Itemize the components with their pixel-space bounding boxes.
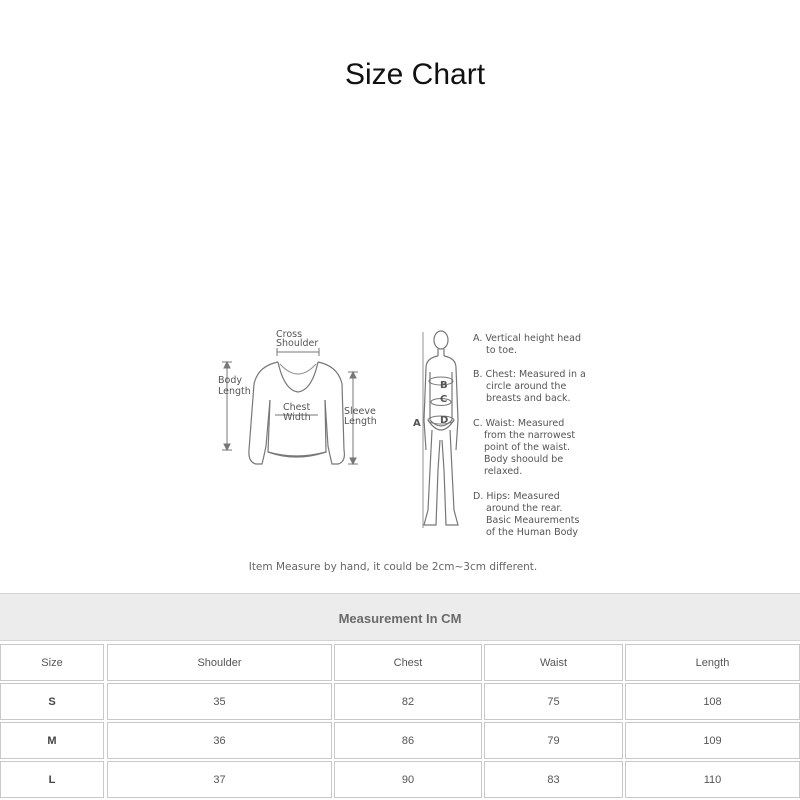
description-d: D. Hips: Measured around the rear. Basic Meaurements of the Human Body (473, 491, 580, 538)
table-cell-waist: 75 (484, 683, 623, 720)
label-a: A (413, 418, 421, 429)
description-b: B. Chest: Measured in a circle around the breasts and back. (473, 369, 586, 404)
table-cell-chest: 90 (334, 761, 482, 798)
header-size: Size (0, 644, 104, 681)
table-cell-length: 110 (625, 761, 800, 798)
table-cell-chest: 86 (334, 722, 482, 759)
header-length: Length (625, 644, 800, 681)
label-c: C (440, 394, 448, 405)
label-b: B (440, 380, 448, 391)
cross-shoulder-label: Cross Shoulder (276, 329, 319, 349)
table-cell-waist: 83 (484, 761, 623, 798)
body-length-label: Body Length (218, 375, 251, 397)
header-chest: Chest (334, 644, 482, 681)
table-cell-length: 109 (625, 722, 800, 759)
measurement-table (0, 593, 800, 800)
chest-width-label: Chest Width (283, 402, 311, 423)
table-cell-length: 108 (625, 683, 800, 720)
human-body-figure (424, 331, 458, 525)
table-caption: Measurement In CM (338, 611, 462, 626)
measurement-note: Item Measure by hand, it could be 2cm~3cm different. (248, 561, 538, 573)
table-caption-band (0, 593, 800, 641)
sleeve-length-label: Sleeve Length (344, 406, 377, 427)
page-title: Size Chart (344, 58, 486, 91)
table-cell-shoulder: 37 (107, 761, 332, 798)
description-c: C. Waist: Measured from the narrowest point of the waist. Body shoould be relaxed. (473, 418, 576, 477)
header-shoulder: Shoulder (107, 644, 332, 681)
table-cell-size: S (0, 683, 104, 720)
table-cell-size: M (0, 722, 104, 759)
description-a: A. Vertical height head to toe. (473, 333, 581, 356)
table-cell-shoulder: 36 (107, 722, 332, 759)
header-waist: Waist (484, 644, 623, 681)
table-cell-chest: 82 (334, 683, 482, 720)
label-d: D (440, 415, 449, 426)
cross-shoulder-dimension (277, 348, 319, 356)
table-cell-shoulder: 35 (107, 683, 332, 720)
table-cell-waist: 79 (484, 722, 623, 759)
table-cell-size: L (0, 761, 104, 798)
